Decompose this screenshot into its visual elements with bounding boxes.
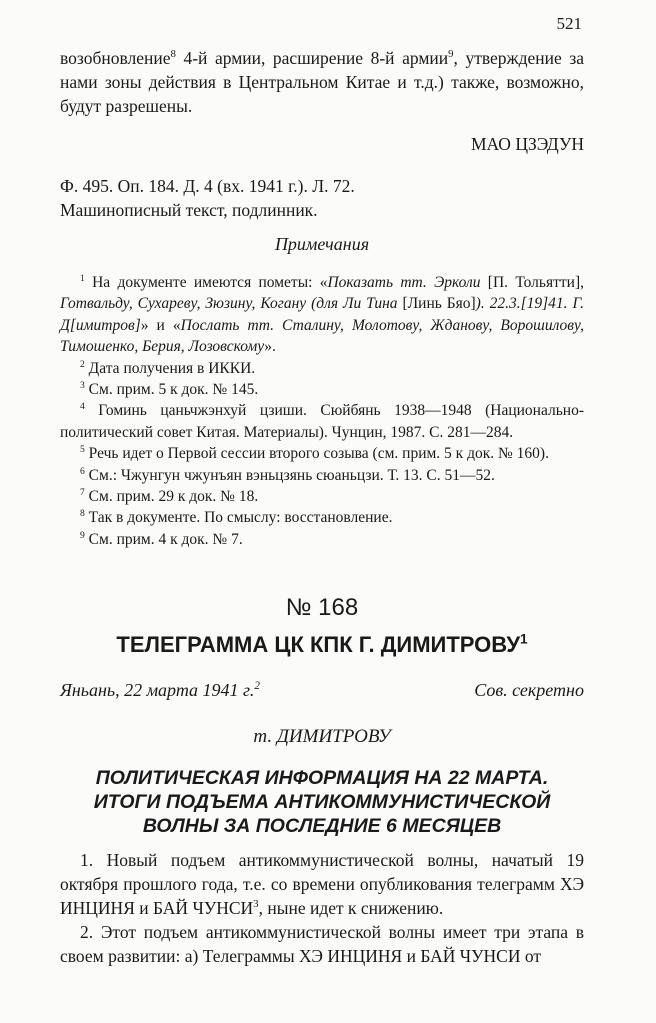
addressee: т. ДИМИТРОВУ [253,726,391,747]
note-6: $^6$ См.: Чжунгун чжунъян вэньцзянь сюаньцзи. Т. 13. С. 51—52. [80,465,495,484]
page-number: 521 [556,14,582,33]
note-2: $^2$ Дата получения в ИККИ. [80,358,256,377]
note-7: $^7$ См. прим. 29 к док. № 18. [80,486,259,506]
place-date: Яньань, 22 марта 1941 г.$^2$ [60,680,260,700]
signature: МАО ЦЗЭДУН [470,134,584,154]
paragraph-1: 1. Новый подъем антикоммунистической волны, начатый 19 октября прошлого года, т.е. со времени опубликования телеграмм ХЭ ИНЦИНЯ и БАЙ ЧУНСИ$^3$, ныне идет к снижению. [60,850,584,918]
continuation-paragraph: возобновление$^8$ 4-й армии, расширение 8-й армии$^9$, утверждение за нами зоны действия в Центральном Китае и т.д.) также, возможно, будут разрешены. [60,48,585,116]
archive-reference [60,174,584,222]
paragraph-2: 2. Этот подъем антикоммунистической волны имеет три этапа в своем развитии: а) Телеграммы ХЭ ИНЦИНЯ и БАЙ ЧУНСИ от [60,922,584,966]
notes-list [60,272,584,550]
archive-desc-line: Машинописный текст, подлинник. [60,200,318,220]
note-9: $^9$ См. прим. 4 к док. № 7. [80,529,243,548]
document-title: ТЕЛЕГРАММА ЦК КПК Г. ДИМИТРОВУ$^1$ [116,631,528,657]
archive-ref-line: Ф. 495. Оп. 184. Д. 4 (вх. 1941 г.). Л. 72. [60,176,355,196]
note-4: $^4$ Гоминь цаньчжэнхуй цзиши. Сюйбянь 1938—1948 (Национально-политический совет Китая. Материалы). Чунцин, 1987. С. 281—284. [60,401,584,441]
document-number: № 168 [285,594,359,621]
note-5: $^5$ Речь идет о Первой сессии второго созыва (см. прим. 5 к док. № 160). [80,444,549,463]
subtitle-line-3: ВОЛНЫ ЗА ПОСЛЕДНИЕ 6 МЕСЯЦЕВ [142,815,502,837]
note-8: $^8$ Так в документе. По смыслу: восстановление. [80,508,393,527]
subtitle-line-2: ИТОГИ ПОДЪЕМА АНТИКОММУНИСТИЧЕСКОЙ [93,791,551,813]
notes-heading: Примечания [274,234,370,254]
classification: Сов. секретно [474,680,584,700]
subtitle-line-1: ПОЛИТИЧЕСКАЯ ИНФОРМАЦИЯ НА 22 МАРТА. [95,767,549,789]
subtitle-block [60,766,584,838]
note-1: $^1$ На документе имеются пометы: «Показать тт. Эрколи [П. Тольятти], Готвальду, Сухареву, Зюзину, Когану (для Ли Тина [Линь Бяо]). 22.3.[19]41. Г. Д[имитров]» и «Послать тт. Сталину, Молотову, Жданову, Ворошилову, Тимошенко, Берия, Лозовскому». [60,272,584,356]
note-3: $^3$ См. прим. 5 к док. № 145. [80,379,259,399]
